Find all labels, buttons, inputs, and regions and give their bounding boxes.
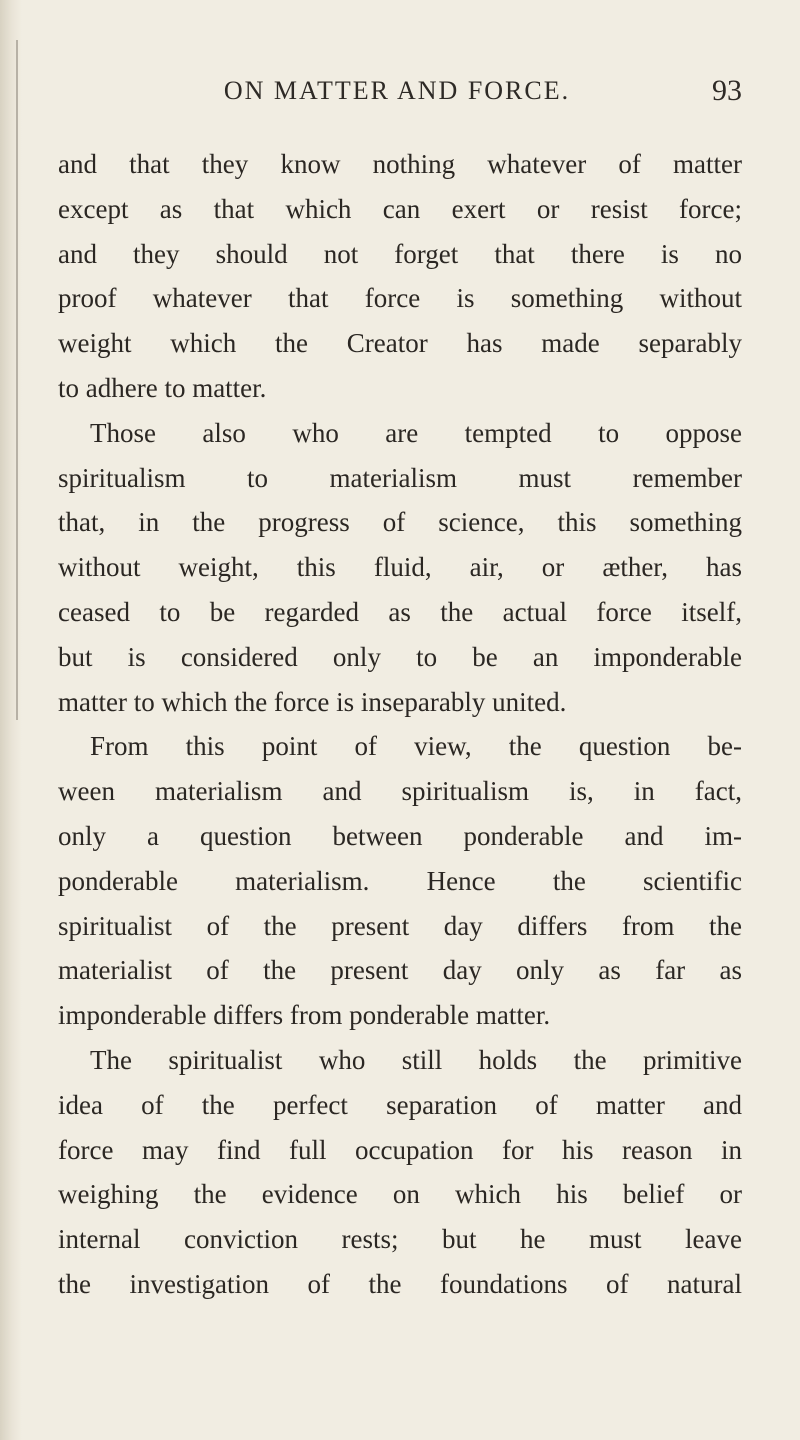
text-line: materialist of the present day only as far as [58, 955, 742, 986]
text-line: and that they know nothing whatever of matter [58, 149, 742, 179]
paragraph-start-line: The spiritualist who still holds the primitive [90, 1044, 742, 1075]
text-line: that, in the progress of science, this something [58, 507, 742, 538]
text-line: but is considered only to be an imponderable [58, 641, 742, 672]
text-line: ponderable materialism. Hence the scientific [58, 865, 742, 896]
text-line: only a question between ponderable and im- [58, 820, 742, 851]
paragraph-end-line: to adhere to matter. [58, 372, 267, 403]
text-line: ceased to be regarded as the actual force itself, [58, 596, 742, 627]
paragraph-end-line: matter to which the force is inseparably united. [58, 686, 567, 717]
text-line: the investigation of the foundations of natural [58, 1268, 742, 1299]
text-line: without weight, this fluid, air, or æther, has [58, 552, 742, 583]
page-number: 93 [712, 74, 742, 107]
running-head-title: ON MATTER AND FORCE. [223, 76, 571, 105]
paragraph-start-line: From this point of view, the question be- [90, 731, 742, 762]
body-text [58, 142, 742, 1307]
page-gutter-shadow [0, 0, 22, 1440]
text-line: spiritualist of the present day differs from the [58, 910, 742, 941]
text-line: idea of the perfect separation of matter and [58, 1089, 742, 1120]
text-line: internal conviction rests; but he must leave [58, 1224, 742, 1255]
text-line: force may find full occupation for his reason in [58, 1134, 742, 1165]
text-line: except as that which can exert or resist force; [58, 193, 742, 224]
text-line: proof whatever that force is something without [58, 283, 742, 314]
text-line: weight which the Creator has made separably [58, 328, 742, 359]
paragraph-end-line: imponderable differs from ponderable matter. [58, 1000, 551, 1031]
binding-edge [16, 40, 18, 720]
text-line: spiritualism to materialism must remember [58, 462, 742, 493]
book-page [52, 0, 742, 1440]
text-line: and they should not forget that there is no [58, 238, 742, 269]
paragraph-start-line: Those also who are tempted to oppose [90, 417, 742, 448]
running-head [52, 76, 742, 116]
text-line: weighing the evidence on which his belief or [58, 1179, 742, 1210]
text-line: ween materialism and spiritualism is, in fact, [58, 776, 742, 807]
